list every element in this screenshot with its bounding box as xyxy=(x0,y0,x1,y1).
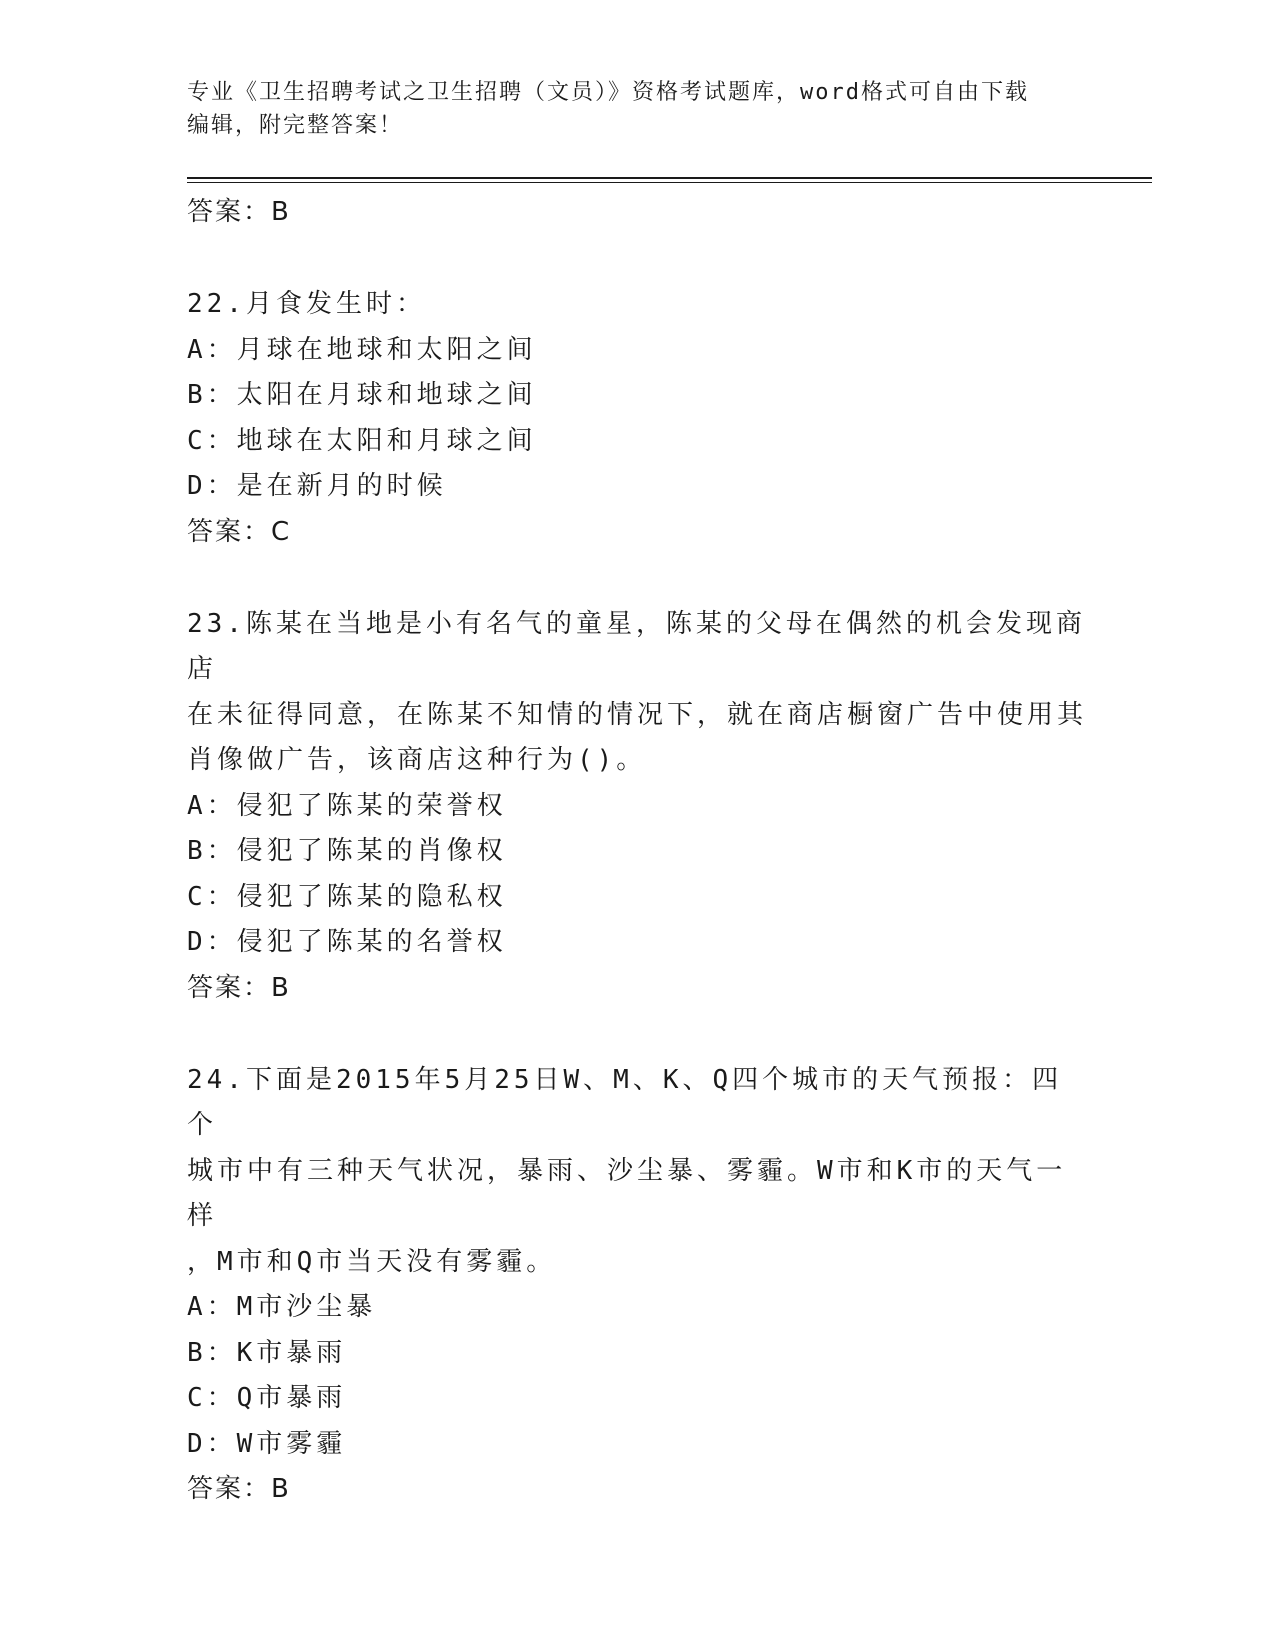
question-text-line-2: 城市中有三种天气状况，暴雨、沙尘暴、雾霾。W市和K市的天气一样 xyxy=(187,1155,1067,1231)
question-block xyxy=(187,602,1087,1010)
answer-line: 答案：B xyxy=(187,972,291,1003)
header-divider-thin xyxy=(187,182,1152,183)
question-block xyxy=(187,282,1087,554)
question-text: 22.月食发生时： xyxy=(187,289,426,319)
header-line-2: 编辑，附完整答案！ xyxy=(187,113,404,138)
option-d: D：W市雾霾 xyxy=(187,1428,347,1459)
question-block xyxy=(187,1058,1087,1512)
option-c: C：侵犯了陈某的隐私权 xyxy=(187,881,507,912)
option-a: A：侵犯了陈某的荣誉权 xyxy=(187,790,507,821)
option-d: D：是在新月的时候 xyxy=(187,471,447,501)
question-text-line-3: 肖像做广告，该商店这种行为()。 xyxy=(187,745,647,775)
option-a: A：月球在地球和太阳之间 xyxy=(187,334,537,365)
spacer xyxy=(187,554,1087,602)
option-a: A：M市沙尘暴 xyxy=(187,1292,377,1322)
document-header xyxy=(187,76,1087,142)
question-text-line-1: 23.陈某在当地是小有名气的童星，陈某的父母在偶然的机会发现商店 xyxy=(187,608,1086,684)
header-divider-thick xyxy=(187,177,1152,179)
option-d: D：侵犯了陈某的名誉权 xyxy=(187,927,507,957)
question-text-line-1: 24.下面是2015年5月25日W、M、K、Q四个城市的天气预报：四个 xyxy=(187,1064,1063,1140)
spacer xyxy=(187,234,1087,282)
spacer xyxy=(187,1010,1087,1058)
header-line-1: 专业《卫生招聘考试之卫生招聘（文员）》资格考试题库，word格式可自由下载 xyxy=(187,80,1029,105)
question-text-line-2: 在未征得同意，在陈某不知情的情况下，就在商店橱窗广告中使用其 xyxy=(187,699,1088,730)
option-b: B：侵犯了陈某的肖像权 xyxy=(187,836,507,866)
answer-line: 答案：B xyxy=(187,197,291,227)
option-c: C：地球在太阳和月球之间 xyxy=(187,425,537,456)
document-body xyxy=(187,190,1087,1511)
answer-line: 答案：B xyxy=(187,1474,291,1504)
question-text-line-3: ，M市和Q市当天没有雾霾。 xyxy=(187,1246,557,1277)
option-b: B：太阳在月球和地球之间 xyxy=(187,380,537,410)
option-c: C：Q市暴雨 xyxy=(187,1383,347,1413)
option-b: B：K市暴雨 xyxy=(187,1337,347,1368)
answer-line: 答案：C xyxy=(187,516,292,547)
